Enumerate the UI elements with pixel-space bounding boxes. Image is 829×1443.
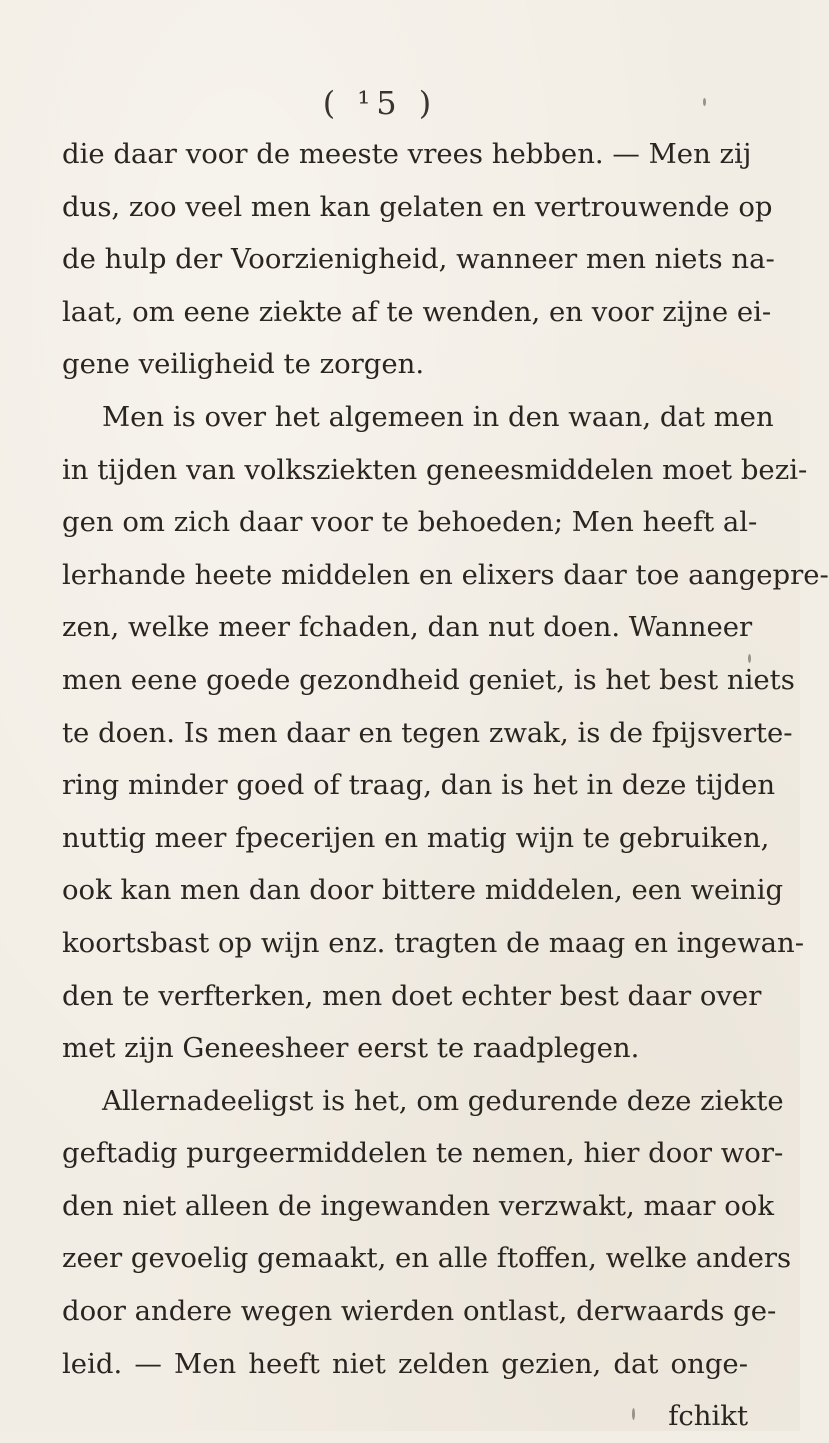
paper-speck	[748, 654, 751, 663]
text-line: Men is over het algemeen in den waan, dat men	[102, 400, 774, 433]
text-line: leid. — Men heeft niet zelden gezien, dat onge-	[62, 1347, 748, 1380]
text-line: nuttig meer fpecerijen en matig wijn te gebruiken,	[62, 821, 770, 854]
text-line: gen om zich daar voor te behoeden; Men heeft al-	[62, 506, 758, 539]
text-line: dus, zoo veel men kan gelaten en vertrouwende op	[62, 190, 773, 223]
text-line: in tijden van volksziekten geneesmiddelen moet bezi-	[62, 453, 808, 486]
catchword: fchikt	[668, 1400, 748, 1432]
text-line: gene veiligheid te zorgen.	[62, 348, 425, 381]
text-line: door andere wegen wierden ontlast, derwaards ge-	[62, 1295, 777, 1328]
text-line: men eene goede gezondheid geniet, is het best niets	[62, 663, 795, 696]
text-line: zeer gevoelig gemaakt, en alle ftoffen, welke anders	[62, 1242, 792, 1275]
page-number: ( ¹5 )	[322, 84, 438, 122]
text-line: ring minder goed of traag, dan is het in deze tijden	[62, 769, 776, 802]
paper-speck	[703, 98, 706, 106]
text-line: lerhande heete middelen en elixers daar toe aangepre-	[62, 558, 829, 591]
text-line: met zijn Geneesheer eerst te raadplegen.	[62, 1032, 640, 1065]
text-line: ook kan men dan door bittere middelen, een weinig	[62, 874, 784, 907]
text-line: geftadig purgeermiddelen te nemen, hier door wor-	[62, 1137, 784, 1170]
text-line: laat, om eene ziekte af te wenden, en voor zijne ei-	[62, 295, 772, 328]
text-line: die daar voor de meeste vrees hebben. — Men zij	[62, 138, 752, 170]
text-line: zen, welke meer fchaden, dan nut doen. Wanneer	[62, 611, 753, 644]
text-line: den te verfterken, men doet echter best daar over	[62, 979, 762, 1012]
text-line: Allernadeeligst is het, om gedurende deze ziekte	[102, 1084, 784, 1117]
text-line: de hulp der Voorzienigheid, wanneer men niets na-	[62, 243, 775, 276]
text-line: den niet alleen de ingewanden verzwakt, maar ook	[62, 1189, 774, 1222]
body-text	[62, 128, 829, 1390]
text-line: koortsbast op wijn enz. tragten de maag en ingewan-	[62, 926, 805, 959]
text-line: te doen. Is men daar en tegen zwak, is de fpijsverte-	[62, 716, 793, 749]
paper-speck	[632, 1408, 635, 1420]
